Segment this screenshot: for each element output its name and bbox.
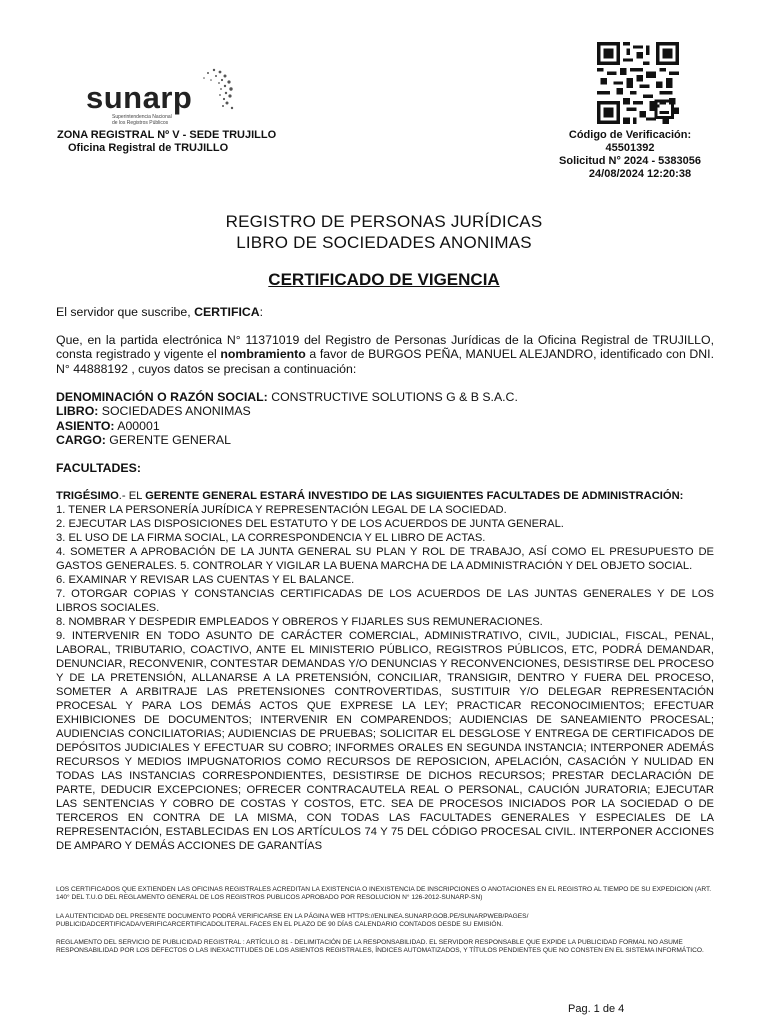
list-item: 4. SOMETER A APROBACIÓN DE LA JUNTA GENERAL SU PLAN Y ROL DE TRABAJO, ASÍ COMO EL PRESUPUESTO DE GASTOS GENERALES. 5. CONTROLAR Y VIGILAR LA BUENA MARCHA DE LA ADMINISTRACIÓN Y DEL OBJETO SOCIAL.: [56, 546, 714, 572]
list-item: 2. EJECUTAR LAS DISPOSICIONES DEL ESTATUTO Y DE LOS ACUERDOS DE JUNTA GENERAL.: [56, 518, 564, 530]
data-label: DENOMINACIÓN O RAZÓN SOCIAL:: [56, 390, 268, 404]
facultades-heading: FACULTADES:: [56, 461, 141, 475]
footer-note-3: REGLAMENTO DEL SERVICIO DE PUBLICIDAD REGISTRAL : ARTÍCULO 81 - DELIMITACIÓN DE LA RESPONSABILIDAD. EL SERVIDOR RESPONSABLE QUE EXPIDE LA PUBLICIDAD FORMAL NO ASUME RESPONSABILIDAD POR LOS DEFECTOS O LAS INEXACTITUDES DE LOS ASIENTOS REGISTRALES, ÍNDICES AUTOMATIZADOS, Y TÍTULOS PENDIENTES QUE NO CONSTEN EN EL SISTEMA INFORMÁTICO.: [56, 939, 704, 955]
intro-certifica: CERTIFICA: [194, 305, 260, 319]
solicitud-number: Solicitud N° 2024 - 5383056: [559, 155, 701, 167]
registry-title: [0, 211, 768, 253]
registry-title-line1: REGISTRO DE PERSONAS JURÍDICAS: [225, 212, 543, 231]
company-data: [56, 390, 714, 448]
paragraph-part2: a favor de BURGOS PEÑA, MANUEL ALEJANDRO, identificado con DNI. N° 44888192 , cuyos datos se precisan a continuación:: [56, 347, 714, 376]
logo-subtitle-1: Superintendencia Nacional: [112, 114, 172, 120]
list-item: 8. NOMBRAR Y DESPEDIR EMPLEADOS Y OBREROS Y FIJARLES SUS REMUNERACIONES.: [56, 616, 543, 628]
header-left: [57, 129, 276, 155]
list-item: 1. TENER LA PERSONERÍA JURÍDICA Y REPRESENTACIÓN LEGAL DE LA SOCIEDAD.: [56, 504, 507, 516]
data-row: [56, 419, 714, 433]
qr-code-icon: [597, 42, 679, 124]
data-label: LIBRO:: [56, 404, 99, 419]
facultades-list: [56, 489, 714, 853]
data-value: A00001: [114, 418, 160, 433]
list-item: 3. EL USO DE LA FIRMA SOCIAL, LA CORRESPONDENCIA Y EL LIBRO DE ACTAS.: [56, 532, 486, 544]
intro-suffix: :: [259, 305, 264, 319]
logo-subtitle-2: de los Registros Públicos: [112, 120, 169, 126]
registry-title-line2: LIBRO DE SOCIEDADES ANONIMAS: [236, 233, 532, 252]
intro-line: [56, 305, 714, 319]
data-value: GERENTE GENERAL: [105, 433, 231, 448]
data-label: CARGO:: [56, 433, 106, 448]
data-value: SOCIEDADES ANONIMAS: [98, 404, 251, 419]
lead-bold-1: TRIGÉSIMO: [56, 490, 119, 502]
footer-note-1: LOS CERTIFICADOS QUE EXTIENDEN LAS OFICINAS REGISTRALES ACREDITAN LA EXISTENCIA O INEXISTENCIA DE INSCRIPCIONES O ANOTACIONES EN EL REGISTRO AL TIEMPO DE SU EXPEDICION (ART. 140° DEL T.U.O DEL REGLAMENTO GENERAL DE LOS REGISTROS PUBLICOS APROBADO POR RESOLUCION N° 126-2012-SUNARP-SN): [56, 886, 712, 902]
solicitud-date: 24/08/2024 12:20:38: [588, 168, 692, 180]
facultades-lead: [56, 489, 714, 503]
paragraph-nombramiento: nombramiento: [220, 347, 306, 362]
codigo-verificacion-label: Código de Verificación:: [568, 129, 692, 141]
page-number: Pag. 1 de 4: [568, 1003, 625, 1015]
logo-dots-icon: [194, 66, 236, 116]
data-label: ASIENTO:: [56, 418, 115, 433]
list-item: 7. OTORGAR COPIAS Y CONSTANCIAS CERTIFICADAS DE LOS ACUERDOS DE LAS JUNTAS GENERALES Y DE LOS LIBROS SOCIALES.: [56, 588, 714, 614]
footer-note-2: LA AUTENTICIDAD DEL PRESENTE DOCUMENTO PODRÁ VERIFICARSE EN LA PÁGINA WEB HTTPS://ENLINEA.SUNARP.GOB.PE/SUNARPWEB/PAGES/ PUBLICIDADCERTIFICADA/VERIFICARCERTIFICADOLITERAL.FACES EN EL PLAZO DE 90 DÍAS CALENDARIO CONTADOS DESDE SU EMISIÓN.: [56, 913, 529, 929]
lead-bold-2: GERENTE GENERAL ESTARÁ INVESTIDO DE LAS SIGUIENTES FACULTADES DE ADMINISTRACIÓN:: [145, 490, 684, 502]
intro-prefix: El servidor que suscribe,: [56, 305, 195, 319]
data-value: CONSTRUCTIVE SOLUTIONS G & B S.A.C.: [267, 390, 518, 404]
sunarp-logo: [86, 66, 236, 128]
list-item: 9. INTERVENIR EN TODO ASUNTO DE CARÁCTER COMERCIAL, ADMINISTRATIVO, CIVIL, JUDICIAL, FISCAL, PENAL, LABORAL, TRIBUTARIO, COACTIVO, ANTE EL MINISTERIO PÚBLICO, REGISTROS PÚBLICOS, ETC, PODRÁ DEMANDAR, DENUNCIAR, RECONVENIR, CONTESTAR DEMANDAS Y/O DENUNCIAS Y RECONVENCIONES, DESISTIRSE DEL PROCESO Y DE LA PRETENSIÓN, ALLANARSE A LA PRETENSIÓN, CONCILIAR, TRANSIGIR, DENTRO Y FUERA DEL PROCESO, SOMETER A ARBITRAJE LAS PRETENSIONES CONTROVERTIDAS, SUSTITUIR Y/O DELEGAR REPRESENTACIÓN PROCESAL Y PARA LOS DEMÁS ACTOS QUE EXPRESE LA LEY; PRACTICAR RECONOCIMIENTOS; EFECTUAR EXHIBICIONES DE DOCUMENTOS; INTERVENIR EN COMPARENDOS; AUDIENCIAS DE SANEAMIENTO PROCESAL; AUDIENCIAS CONCILIATORIAS; AUDIENCIAS DE PRUEBAS; SOLICITAR EL DESGLOSE Y ENTREGA DE CERTIFICADOS DE DEPÓSITOS JUDICIALES Y EFECTUAR SU COBRO; INFORMES ORALES EN SEGUNDA INSTANCIA; INTERPONER ADEMÁS RECURSOS Y MEDIOS IMPUGNATORIOS COMO RECURSOS DE REPOSICION, APELACIÓN, CASACIÓN Y NULIDAD EN TODAS LAS INSTANCIAS CORRESPONDIENTES, DESISTIRSE DE DICHOS RECURSOS; PRESTAR DECLARACIÓN DE PARTE, DEDUCIR EXCEPCIONES; OFRECER CONTRACAUTELA REAL O PERSONAL, CAUCIÓN JURATORIA; EJECUTAR LAS SENTENCIAS Y COBRO DE COSTAS Y COSTOS, ETC. SEA DE PROCESOS INICIADOS POR LA SOCIEDAD O DE TERCEROS EN CONTRA DE LA MISMA, CON TODAS LAS FACULTADES GENERALES Y ESPECIALES DE LA REPRESENTACIÓN, ESTABLECIDAS EN LOS ARTÍCULOS 74 Y 75 DEL CÓDIGO PROCESAL CIVIL. INTERPONER ACCIONES DE AMPARO Y DEMÁS ACCIONES DE GARANTÍAS: [56, 630, 714, 852]
certification-paragraph: [56, 333, 714, 376]
logo-wordmark: sunarp: [86, 80, 193, 115]
list-item: 6. EXAMINAR Y REVISAR LAS CUENTAS Y EL BALANCE.: [56, 574, 355, 586]
data-row: [56, 404, 714, 418]
zona-registral: ZONA REGISTRAL Nº V - SEDE TRUJILLO: [57, 129, 277, 141]
paragraph-part1: Que, en la partida electrónica N° 11371019 del Registro de Personas Jurídicas de la Oficina Registral de TRUJILLO, consta registrado y vigente el: [56, 333, 714, 362]
codigo-verificacion-value: 45501392: [605, 142, 655, 154]
header-right: [540, 129, 720, 181]
lead-normal: .- EL: [118, 490, 146, 502]
data-row: [56, 433, 714, 447]
certificate-title: CERTIFICADO DE VIGENCIA: [268, 270, 500, 289]
data-row: [56, 390, 714, 404]
oficina-registral: Oficina Registral de TRUJILLO: [68, 142, 229, 154]
